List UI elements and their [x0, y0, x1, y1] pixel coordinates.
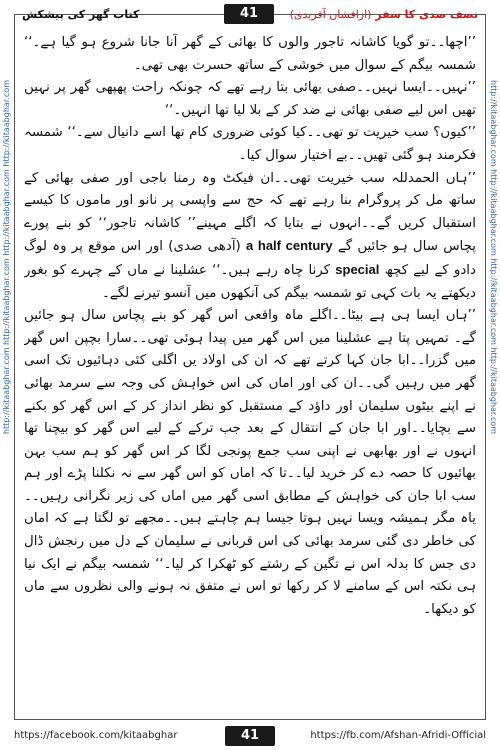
header-page-number: 41: [224, 4, 274, 24]
author-name: (ازافشاں آفریدی): [289, 8, 372, 21]
paragraph-4-part-b: (آدھی صدی) اور اس موقع پر وہ لوگ دادو کے لیے کچھ: [24, 239, 476, 278]
paragraph-1: ’’اچھا۔۔تو گویا کاشانہ تاجور والوں کا بھائی کے گھر آنا جانا شروع ہو گیا ہے۔‘‘ شمسہ بیگم کے سوال میں خوشی کے ساتھ حسرت بھی تھی۔: [24, 35, 476, 73]
story-body: [24, 32, 476, 712]
paragraph-4: [24, 168, 476, 306]
paragraph-3: ’’کیوں؟ سب خیریت تو تھی۔۔کیا کوئی ضروری کام تھا اسے دانیال سے۔‘‘ شمسہ فکرمند ہو گئی تھیں۔۔بے اختیار سوال کیا۔: [24, 125, 476, 163]
english-phrase-half-century: a half century: [246, 238, 333, 254]
page-header: [14, 2, 486, 28]
side-link-left-text[interactable]: http://kitaabghar.com http://kitaabghar.com http://kitaabghar.com http://kitaabghar.com: [2, 80, 11, 435]
book-title-text: نصف صدی کا سفر: [375, 8, 478, 21]
side-link-right-text[interactable]: http://kitaabghar.com http://kitaabghar.com http://kitaabghar.com http://kitaabghar.com: [489, 80, 498, 435]
side-link-left[interactable]: [1, 80, 13, 680]
paragraph-2: ’’نہیں۔۔ایسا نہیں۔۔صفی بھائی بتا رہے تھے کہ چونکہ راحت پھپھی گھر پر نہیں تھیں اس لیے صفی بھائی نے ضد کر کے بلا لیا تھا انہیں۔‘‘: [24, 80, 476, 118]
footer-page-number: 41: [225, 726, 275, 746]
book-title: [290, 8, 478, 21]
facebook-link[interactable]: https://facebook.com/kitaabghar: [14, 730, 178, 741]
side-link-right[interactable]: [487, 80, 499, 680]
paragraph-4-part-c: کرنا چاہ رہے ہیں۔‘‘ عشلینا نے ماں کے چہرے کو بغور دیکھتے یہ بات کہی تو شمسہ بیگم کی آنکھوں میں آنسو تیرنے لگے۔: [24, 262, 476, 301]
paragraph-5: ’’ہاں ایسا ہی ہے بیٹا۔۔اگلے ماہ واقعی اس گھر کو بنے پچاس سال ہو جائیں گے۔ تمہیں پتا ہے عشلینا میں اس گھر میں پیدا ہوئی تھی۔۔سارا بچپن اس گھر میں گزرا۔۔ابا جان کہا کرتے تھے کہ ان کی اولاد یں اگلی کئی دہائیوں تک اسی گھر میں رہیں گی۔۔ان کی اور اماں کی اس خواہش کی وجہ سے سرمد بھائی نے اپنے بیٹوں سلیمان اور داؤد کے مستقبل کو نظر انداز کر کے اس گھر کو بکنے سے بچایا۔۔اور ابا جان کے انتقال کے بعد جب ترکے کے لیے اس گھر کو بیچنا تھا انہوں نے اور بھابھی نے اپنی سب جمع پونجی لگا کر اس گھر کو ہم سب بہن بھائیوں کا حصہ دے کر خرید لیا۔۔تا کہ اماں کو اس گھر سے نہ نکلنا پڑے اور ہم سب ابا جان کی خواہش کے مطابق اسی گھر میں اماں کی زیر نگرانی رہیں۔۔یاہ مگر ہمیشہ ویسا نہیں ہوتا جیسا ہم چاہتے ہیں۔۔مجھے تو لگتا ہے کہ اماں کی خاطر دی گئی سرمد بھائی کی اس قربانی نے سلیمان کے دل میں رنجش ڈال دی جس کا بدلہ اس نے تگین کے رشتے کو ٹھکرا کر لیا۔‘‘ شمسہ بیگم نے ایک نیا ہی نکتہ اس کے سامنے لا کر رکھا تو اس نے متفق نہ ہونے والی نظروں سے ماں کو دیکھا۔: [24, 308, 476, 617]
english-word-special: special: [335, 261, 380, 277]
page-footer: [0, 724, 500, 750]
publisher-label: کتاب گھر کی پیشکش: [22, 8, 140, 21]
official-page-link[interactable]: https://fb.com/Afshan-Afridi-Official: [310, 730, 486, 741]
paragraph-4-part-a: ’’ہاں الحمدللہ سب خیریت تھی۔۔ان فیکٹ وہ رمنا باجی اور صفی بھائی کے ساتھ مل کر پروگرام بنا رہے تھے کہ حج سے واپسی پر نانو اور ماموں کا کیسے استقبال کریں گے۔۔انہوں نے بتایا کہ اگلے مہینے’’ کاشانہ تاجور‘‘ کو بنے پورے پچاس سال ہو جائیں گے: [24, 170, 476, 255]
